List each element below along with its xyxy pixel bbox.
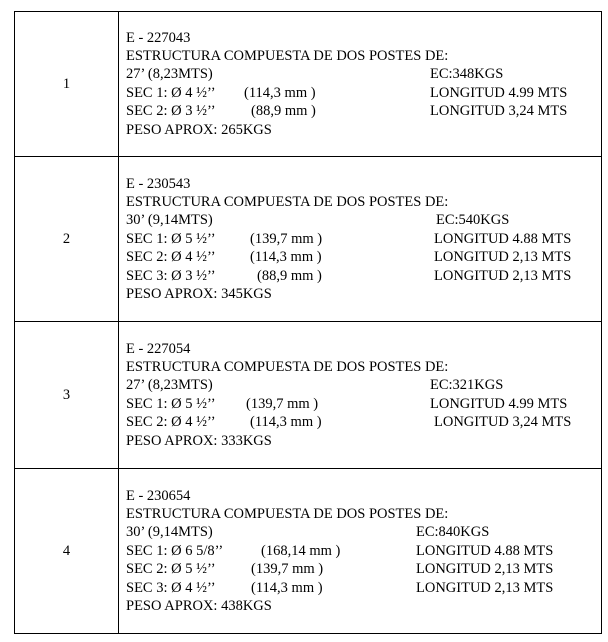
section-mm: (139,7 mm ): [250, 231, 323, 247]
section-label: SEC 1: Ø 4 ½’’: [126, 85, 216, 101]
section-label: SEC 1: Ø 5 ½’’: [126, 231, 216, 247]
row-number: 3: [15, 322, 119, 469]
structures-table: [14, 11, 602, 634]
section-length: LONGITUD 4.88 MTS: [434, 231, 572, 247]
ec-value: EC:840KGS: [416, 524, 490, 540]
section-mm: (139,7 mm ): [246, 396, 319, 412]
weight: PESO APROX: 438KGS: [126, 598, 272, 614]
row-description: [119, 157, 602, 322]
structure-height: 30’ (9,14MTS): [126, 212, 213, 228]
structure-code: E - 227054: [126, 341, 191, 357]
row-number: 2: [15, 157, 119, 322]
section-length: LONGITUD 2,13 MTS: [416, 561, 554, 577]
section-label: SEC 2: Ø 4 ½’’: [126, 249, 216, 265]
row-number: 1: [15, 12, 119, 157]
structure-title: ESTRUCTURA COMPUESTA DE DOS POSTES DE:: [126, 48, 449, 64]
section-mm: (88,9 mm ): [257, 268, 322, 284]
row-number: 4: [15, 469, 119, 634]
section-label: SEC 1: Ø 6 5/8’’: [126, 543, 224, 559]
section-label: SEC 2: Ø 3 ½’’: [126, 103, 216, 119]
section-mm: (168,14 mm ): [261, 543, 341, 559]
section-length: LONGITUD 4.88 MTS: [416, 543, 554, 559]
weight: PESO APROX: 333KGS: [126, 433, 272, 449]
table-row: [15, 157, 602, 322]
row-description: [119, 12, 602, 157]
structure-title: ESTRUCTURA COMPUESTA DE DOS POSTES DE:: [126, 194, 449, 210]
section-mm: (114,3 mm ): [244, 85, 316, 101]
section-length: LONGITUD 4.99 MTS: [430, 396, 568, 412]
section-length: LONGITUD 2,13 MTS: [434, 249, 572, 265]
ec-value: EC:348KGS: [430, 66, 504, 82]
structure-code: E - 230654: [126, 488, 191, 504]
section-mm: (139,7 mm ): [251, 561, 324, 577]
section-label: SEC 3: Ø 3 ½’’: [126, 268, 216, 284]
section-label: SEC 2: Ø 5 ½’’: [126, 561, 216, 577]
section-length: LONGITUD 2,13 MTS: [416, 580, 554, 596]
structure-code: E - 230543: [126, 176, 191, 192]
weight: PESO APROX: 265KGS: [126, 122, 272, 138]
row-description: [119, 469, 602, 634]
section-mm: (88,9 mm ): [251, 103, 316, 119]
section-mm: (114,3 mm ): [251, 580, 323, 596]
structure-height: 27’ (8,23MTS): [126, 66, 213, 82]
ec-value: EC:321KGS: [430, 377, 504, 393]
table-row: [15, 322, 602, 469]
section-length: LONGITUD 3,24 MTS: [430, 103, 568, 119]
table-row: [15, 12, 602, 157]
ec-value: EC:540KGS: [436, 212, 510, 228]
row-description: [119, 322, 602, 469]
section-label: SEC 1: Ø 5 ½’’: [126, 396, 216, 412]
section-mm: (114,3 mm ): [250, 249, 322, 265]
section-length: LONGITUD 4.99 MTS: [430, 85, 568, 101]
section-length: LONGITUD 3,24 MTS: [434, 414, 572, 430]
structure-height: 30’ (9,14MTS): [126, 524, 213, 540]
section-label: SEC 2: Ø 4 ½’’: [126, 414, 216, 430]
structure-height: 27’ (8,23MTS): [126, 377, 213, 393]
table-row: [15, 469, 602, 634]
structure-title: ESTRUCTURA COMPUESTA DE DOS POSTES DE:: [126, 359, 449, 375]
section-label: SEC 3: Ø 4 ½’’: [126, 580, 216, 596]
weight: PESO APROX: 345KGS: [126, 286, 272, 302]
section-length: LONGITUD 2,13 MTS: [434, 268, 572, 284]
section-mm: (114,3 mm ): [250, 414, 322, 430]
structure-code: E - 227043: [126, 30, 191, 46]
structure-title: ESTRUCTURA COMPUESTA DE DOS POSTES DE:: [126, 506, 449, 522]
